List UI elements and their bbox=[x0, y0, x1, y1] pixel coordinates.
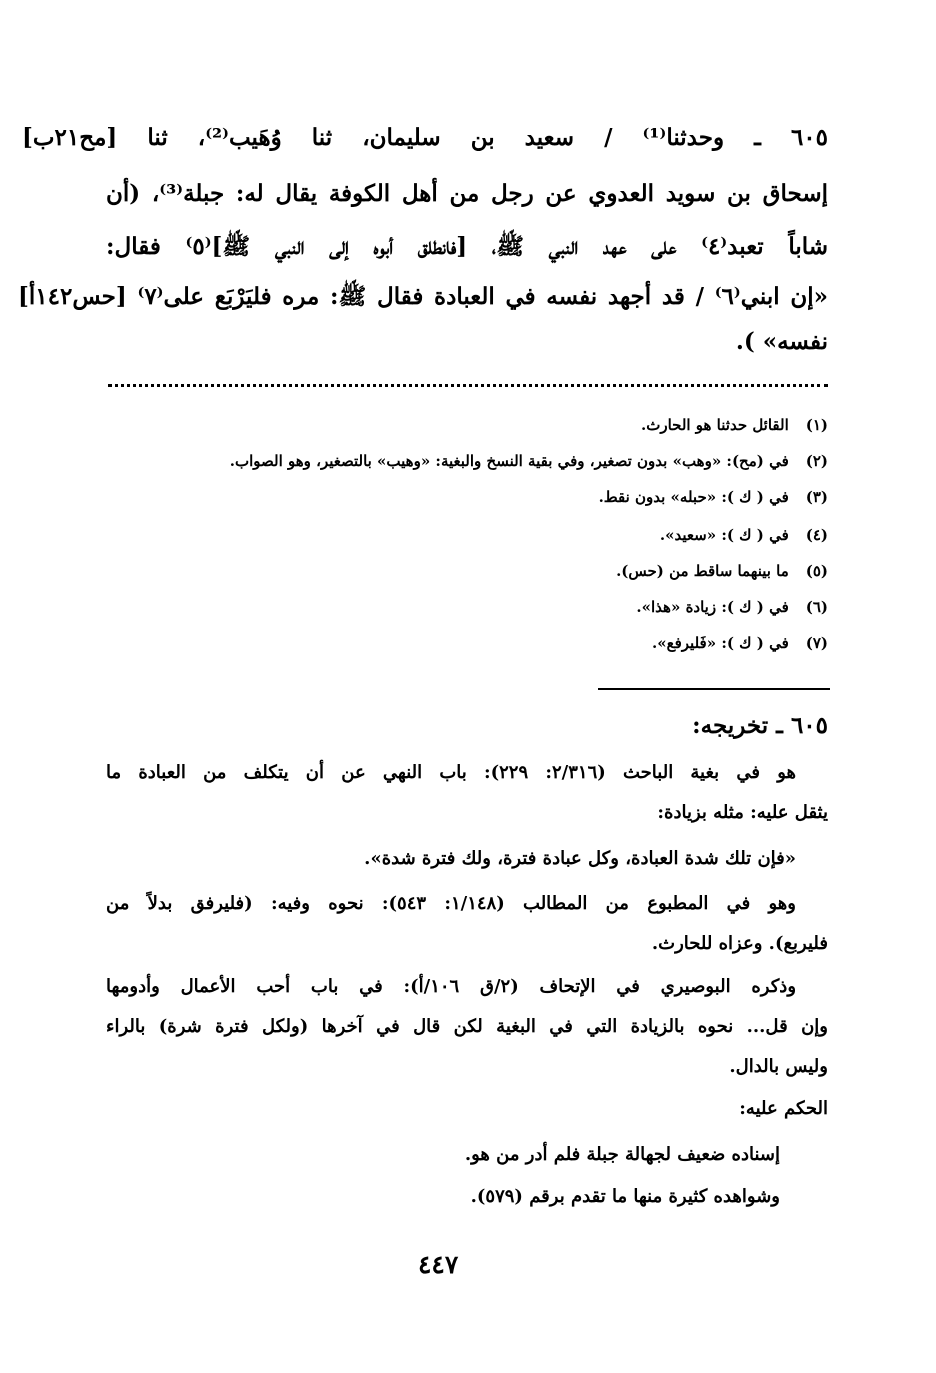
footnote-1 bbox=[641, 416, 828, 434]
takhrij-p1-line-2: يثقل عليه: مثله بزيادة: bbox=[657, 802, 828, 823]
footnote-text: في (مح): «وهب» بدون تصغير، وفي بقية النسخ والبغية: «وهيب» بالتصغير، وهو الصواب. bbox=[229, 452, 789, 470]
takhrij-p1-line-1: هو في بغية الباحث (٢/٣١٦: ٢٢٩): باب النهي عن أن يتكلف من العبادة ما bbox=[106, 762, 796, 783]
footnote-text: ما بينهما ساقط من (حس). bbox=[616, 562, 789, 580]
hadith-line-2: إسحاق بن سويد العدوي عن رجل من أهل الكوفة يقال له: جبلة⁽³⁾، (أن bbox=[106, 180, 828, 207]
takhrij-p2-line-2: فليربع). وعزاه للحارث. bbox=[651, 933, 828, 954]
footnote-number: (١) bbox=[805, 416, 828, 434]
takhrij-p3-line-1: وذكره البوصيري في الإتحاف (٢/ق ١٠٦/أ): في باب أحب الأعمال وأدومها bbox=[106, 976, 797, 997]
takhrij-quote: «فإن تلك شدة العبادة، وكل عبادة فترة، ولك فترة شدة». bbox=[364, 848, 796, 869]
takhrij-p2-line-1: وهو في المطبوع من المطالب (١/١٤٨: ٥٤٣): نحوه وفيه: (فليرفق بدلاً من bbox=[106, 893, 796, 914]
footnote-text: في ( ك ): «حبله» بدون نقط. bbox=[598, 488, 789, 506]
hadith-line-1: ٦٠٥ ـ وحدثنا⁽¹⁾ / سعيد بن سليمان، ثنا وُهَيب⁽²⁾، ثنا [مح٢١ب] bbox=[22, 124, 828, 151]
footnote-number: (٥) bbox=[805, 562, 828, 580]
footnote-2 bbox=[230, 452, 828, 470]
footnote-text: القائل حدثنا هو الحارث. bbox=[641, 416, 789, 434]
hadith-line-3: شاباً تعبد⁽٤⁾ على عهد النبي ﷺ، [فانطلق أبوه إلى النبي ﷺ]⁽٥⁾ فقال: bbox=[106, 233, 829, 260]
ruling-line-1: إسناده ضعيف لجهالة جبلة فلم أدر من هو. bbox=[464, 1144, 780, 1165]
takhrij-heading: ٦٠٥ ـ تخريجه: bbox=[692, 712, 828, 739]
footnote-3 bbox=[599, 488, 828, 506]
footnote-4 bbox=[660, 526, 828, 544]
page-number: ٤٤٧ bbox=[418, 1250, 459, 1279]
section-divider bbox=[598, 688, 830, 690]
takhrij-p3-line-3: وليس بالدال. bbox=[729, 1056, 828, 1077]
ruling-heading: الحكم عليه: bbox=[739, 1098, 828, 1119]
footnote-number: (٦) bbox=[805, 598, 828, 616]
footnote-text: في ( ك ): «فَليرفع». bbox=[652, 634, 789, 652]
footnote-number: (٣) bbox=[805, 488, 828, 506]
hadith-line-4: «إن ابني⁽٦⁾ / قد أجهد نفسه في العبادة فقال ﷺ: مره فليَرْبَع على⁽٧⁾ [حس١٤٢أ] bbox=[18, 283, 829, 310]
footnote-6 bbox=[636, 598, 828, 616]
takhrij-p3-line-2: وإن قل... نحوه بالزيادة التي في البغية لكن قال في آخرها (ولكل فترة شرة) بالراء bbox=[106, 1016, 828, 1037]
footnote-number: (٧) bbox=[805, 634, 828, 652]
footnote-7 bbox=[652, 634, 828, 652]
hadith-line-5: نفسه» ). bbox=[735, 328, 828, 355]
footnote-number: (٤) bbox=[805, 526, 828, 544]
ruling-line-2: وشواهده كثيرة منها ما تقدم برقم (٥٧٩). bbox=[470, 1186, 780, 1207]
footnote-separator bbox=[108, 384, 828, 387]
footnote-text: في ( ك ): «سعيد». bbox=[659, 526, 789, 544]
footnote-number: (٢) bbox=[805, 452, 828, 470]
footnote-5 bbox=[616, 562, 828, 580]
footnote-text: في ( ك ): زيادة «هذا». bbox=[636, 598, 789, 616]
